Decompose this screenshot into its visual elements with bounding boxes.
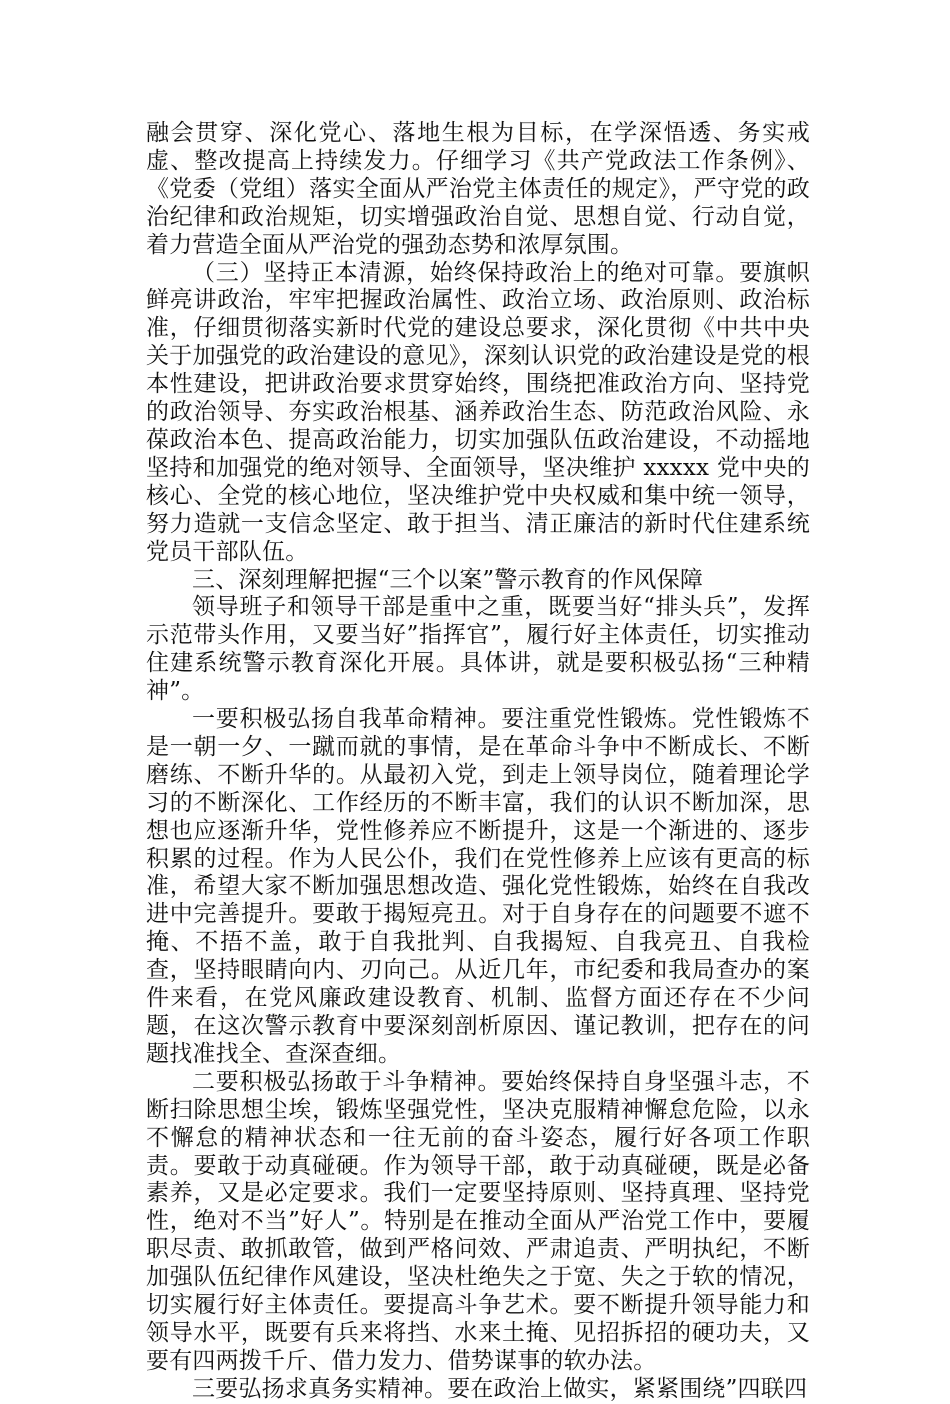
document-page — [146, 120, 810, 1404]
paragraph-leadership: 领导班子和领导干部是重中之重，既要当好“排头兵”，发挥示范带头作用，又要当好”指挥官”，履行好主体责任，切实推动住建系统警示教育深化开展。具体讲，就是要积极弘扬“三种精神”。 — [146, 594, 810, 705]
paragraph-seek-truth: 三要弘扬求真务实精神。要在政治上做实，紧紧围绕”四联四 — [192, 1375, 808, 1402]
paragraph-continuation: 融会贯穿、深化党心、落地生根为目标，在学深悟透、务实戒虚、整改提高上持续发力。仔细学习《共产党政法工作条例》、《党委（党组）落实全面从严治党主体责任的规定》，严守党的政治纪律和政治规矩，切实增强政治自觉、思想自觉、行动自觉，着力营造全面从严治党的强劲态势和浓厚氛围。 — [146, 120, 810, 258]
section-heading-three: 三、深刻理解把握“三个以案”警示教育的作风保障 — [192, 566, 704, 593]
paragraph-self-revolution: 一要积极弘扬自我革命精神。要注重党性锻炼。党性锻炼不是一朝一夕、一蹴而就的事情，是在革命斗争中不断成长、不断磨练、不断升华的。从最初入党，到走上领导岗位，随着理论学习的不断深化、工作经历的不断丰富，我们的认识不断加深，思想也应逐渐升华，党性修养应不断提升，这是一个渐进的、逐步积累的过程。作为人民公仆，我们在党性修养上应该有更高的标准，希望大家不断加强思想改造、强化党性锻炼，始终在自我改进中完善提升。要敢于揭短亮丑。对于自身存在的问题要不遮不掩、不捂不盖，敢于自我批判、自我揭短、自我亮丑、自我检查，坚持眼睛向内、刃向己。从近几年，市纪委和我局查办的案件来看，在党风廉政建设教育、机制、监督方面还存在不少问题，在这次警示教育中要深刻剖析原因、谨记教训，把存在的问题找准找全、查深查细。 — [146, 706, 810, 1067]
paragraph-political-reliability: （三）坚持正本清源，始终保持政治上的绝对可靠。要旗帜鲜亮讲政治，牢牢把握政治属性、政治立场、政治原则、政治标准，仔细贯彻落实新时代党的建设总要求，深化贯彻《中共中央关于加强党的政治建设的意见》，深刻认识党的政治建设是党的根本性建设，把讲政治要求贯穿始终，围绕把准政治方向、坚持党的政治领导、夯实政治根基、涵养政治生态、防范政治风险、永葆政治本色、提高政治能力，切实加强队伍政治建设，不动摇地坚持和加强党的绝对领导、全面领导，坚决维护 xxxxx 党中央的核心、全党的核心地位，坚决维护党中央权威和集中统一领导，努力造就一支信念坚定、敢于担当、清正廉洁的新时代住建系统党员干部队伍。 — [146, 259, 810, 565]
paragraph-dare-to-struggle: 二要积极弘扬敢于斗争精神。要始终保持自身坚强斗志，不断扫除思想尘埃，锻炼坚强党性，坚决克服精神懈怠危险，以永不懈怠的精神状态和一往无前的奋斗姿态，履行好各项工作职责。要敢于动真碰硬。作为领导干部，敢于动真碰硬，既是必备素养，又是必定要求。我们一定要坚持原则、坚持真理、坚持党性，绝对不当”好人”。特别是在推动全面从严治党工作中，要履职尽责、敢抓敢管，做到严格问效、严肃追责、严明执纪，不断加强队伍纪律作风建设，坚决杜绝失之于宽、失之于软的情况，切实履行好主体责任。要提高斗争艺术。要不断提升领导能力和领导水平，既要有兵来将挡、水来土掩、见招拆招的硬功夫，又要有四两拨千斤、借力发力、借势谋事的软办法。 — [146, 1068, 810, 1374]
